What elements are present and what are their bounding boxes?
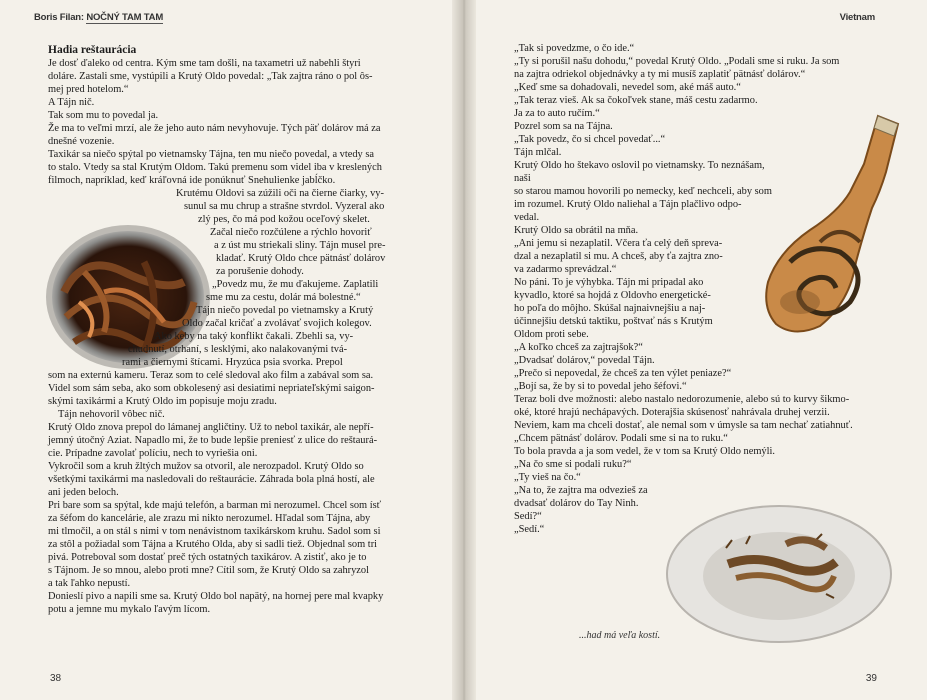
body-line: dvadsať dolárov do Tay Ninh. <box>514 498 639 509</box>
body-line: so starou mamou hovorili po nemecky, keď nechceli, aby som <box>514 186 772 197</box>
right-body-text <box>514 42 874 536</box>
body-line: „Tak si povedzme, o čo ide.“ <box>514 43 635 54</box>
body-line: Začal niečo rozčúlene a rýchlo hovoriť <box>210 227 372 238</box>
body-line: Teraz boli dve možnosti: alebo nastalo nedorozumenie, alebo sú to kurvy šikmo- <box>514 394 850 405</box>
body-line: Krutý Oldo sa obrátil na mňa. <box>514 225 639 236</box>
body-line: Krutý Oldo znova prepol do lámanej angličtiny. Už to nebol taxikár, ale nepří- <box>48 422 374 433</box>
body-line: „Keď sme sa dohadovali, nevedel som, aké máš auto.“ <box>514 82 741 93</box>
body-line: Pri bare som sa spýtal, kde majú telefón, a barman mi nerozumel. Chcel som ísť <box>48 500 382 511</box>
body-line: Tájn niečo povedal po vietnamsky a Krutý <box>196 305 374 316</box>
body-line: „Dvadsať dolárov,“ povedal Tájn. <box>514 355 655 366</box>
body-line: va zadarmo sprevádzal.“ <box>514 264 617 275</box>
body-line: jemný útočný Aziat. Napadlo mi, že to bude lepšie preniesť z ulice do reštaurá- <box>48 435 378 446</box>
body-line: som na externú kameru. Teraz som to celé sledoval ako film a zabával som sa. <box>48 370 374 381</box>
body-line: „Na to, že zajtra ma odvezieš za <box>514 485 648 496</box>
body-line: Ja za to auto ručím.“ <box>514 108 600 119</box>
body-line: dnešné vozenie. <box>48 136 115 147</box>
body-line: „A koľko chceš za zajtrajšok?“ <box>514 342 643 353</box>
body-line: Neviem, kam ma chceli dostať, ale nemal som v úmysle sa tam nechať zatiahnuť. <box>514 420 853 431</box>
body-line: „Ani jemu si nezaplatil. Včera ťa celý deň spreva- <box>514 238 723 249</box>
body-line: s Tájnom. Je so mnou, alebo proti mne? Cítil som, že Krutý Oldo sa zahryzol <box>48 565 369 576</box>
body-line: kyvadlo, ktoré sa hojdá z Oldovho energetické- <box>514 290 711 301</box>
body-line: za stôl a požiadal som Tájna a Krutého Olda, aby si sadli tiež. Objednal som tri <box>48 539 378 550</box>
body-line: filmoch, napríklad, keď kráľovná ide ponúknuť Snehulienke jabĺčko. <box>48 175 336 186</box>
right-page <box>474 0 927 700</box>
body-line: „Tak teraz vieš. Ak sa čokoľvek stane, máš cestu zadarmo. <box>514 95 758 106</box>
body-line: Tájn nehovoril vôbec nič. <box>58 409 165 420</box>
body-line: vedal. <box>514 212 540 223</box>
body-line: všetkými taxikármi ma nasledovali do reštaurácie. Záhrada bola plná hostí, ale <box>48 474 375 485</box>
body-line: sme mu za cestu, dolár má bolestné.“ <box>206 292 361 303</box>
body-line: Krutý Oldo ho štekavo oslovil po vietnamsky. To neznášam, naši <box>514 160 765 184</box>
body-line: „Ty vieš na čo.“ <box>514 472 581 483</box>
body-line: ho poľa do môjho. Skúšal najnaivnejšiu a naj- <box>514 303 706 314</box>
body-line: Tájn mlčal. <box>514 147 562 158</box>
body-line: im rozumel. Krutý Oldo naliehal a Tájn plačlivo odpo- <box>514 199 742 210</box>
left-running-header <box>34 12 163 23</box>
body-line: ani jeden beloch. <box>48 487 119 498</box>
body-line: kladať. Krutý Oldo chce pätnásť dolárov <box>216 253 386 264</box>
body-line: Oldo začal kričať a zvolávať svojich kolegov. <box>182 318 372 329</box>
body-line: rami a čiernymi štícami. Hryzúca psia svorka. Prepol <box>122 357 343 368</box>
body-line: dzal a nezaplatil si mu. A chceš, aby ťa zajtra zno- <box>514 251 723 262</box>
body-line: Je dosť ďaleko od centra. Kým sme tam došli, na taxametri už nabehli štyri <box>48 58 361 69</box>
body-line: To bola pravda a ja som vedel, že v tom sa Krutý Oldo nemýli. <box>514 446 775 457</box>
body-line: za porušenie dohody. <box>216 266 304 277</box>
body-line: pivá. Potreboval som dostať preč tých ostatných taxikárov. A zistiť, ako je to <box>48 552 367 563</box>
body-line: doláre. Zastali sme, vystúpili a Krutý Oldo povedal: „Tak zajtra ráno o pol ôs- <box>48 71 373 82</box>
body-line: potu a jemne mu mykalo ľavým lícom. <box>48 604 211 615</box>
body-line: „Bojí sa, že by si to povedal jeho šéfovi.“ <box>514 381 687 392</box>
header-book-title: NOČNÝ TAM TAM <box>86 12 164 23</box>
body-line: a tak ľahko nepustí. <box>48 578 131 589</box>
body-line: „Na čo sme si podali ruku?“ <box>514 459 632 470</box>
left-page <box>0 0 456 700</box>
body-line: Že ma to veľmi mrzí, ale že jeho auto nám nevyhovuje. Tých päť dolárov má za <box>48 123 381 134</box>
page-number-left: 38 <box>50 673 62 684</box>
header-author: Boris Filan: <box>34 12 84 23</box>
body-line: „Chcem pätnásť dolárov. Podali sme si na to ruku.“ <box>514 433 728 444</box>
body-line: Vykročil som a kruh žltých mužov sa otvoril, ale nerozpadol. Krutý Oldo so <box>48 461 364 472</box>
body-line: Oldom proti sebe. <box>514 329 589 340</box>
body-line: „Sedí.“ <box>514 524 545 535</box>
body-line: „Prečo si nepovedal, že chceš za ten výlet peniaze?“ <box>514 368 732 379</box>
photo-caption: ...had má veľa kostí. <box>579 630 661 641</box>
body-line: zlý pes, čo má pod kožou oceľový skelet. <box>198 214 370 225</box>
body-line: mej pred hotelom.“ <box>48 84 129 95</box>
body-line: to stalo. Vtedy sa stal Krutým Oldom. Takú premenu som videl iba v kreslených <box>48 162 382 173</box>
body-line: „Tak povedz, čo si chcel povedať...“ <box>514 134 666 145</box>
section-title: Hadia reštaurácia <box>48 44 137 56</box>
body-line: chudnutí, otrhaní, s lesklými, ako nalakovanými tvá- <box>128 344 348 355</box>
body-line: na zajtra odriekol objednávky a ty mi musíš zaplatiť pätnásť dolárov.“ <box>514 69 806 80</box>
body-line: „Ty si porušil našu dohodu,“ povedal Krutý Oldo. „Podali sme si ruku. Ja som <box>514 56 840 67</box>
body-line: A Tájn nič. <box>48 97 95 108</box>
body-line: mi tlmočil, a on stál s nimi v tom nenávistnom taxikárskom kruhu. Sadol som si <box>48 526 381 537</box>
body-line: a z úst mu striekali sliny. Tájn musel pre- <box>214 240 386 251</box>
body-line: Pozrel som sa na Tájna. <box>514 121 613 132</box>
body-line: „Povedz mu, že mu ďakujeme. Zaplatili <box>212 279 379 290</box>
body-line: Ako keby na taký konflikt čakali. Zbehli sa, vy- <box>154 331 354 342</box>
body-line: cie. Prípadne zavolať políciu, nech to vyriešia oni. <box>48 448 258 459</box>
body-line: skými taxikármi a Krutý Oldo im popisuje moju zradu. <box>48 396 277 407</box>
body-line: Sedí?“ <box>514 511 542 522</box>
body-line: sunul sa mu chrup a strašne stvrdol. Vyzeral ako <box>184 201 385 212</box>
body-line: Videl som sám seba, ako som obkolesený asi desiatimi nepriateľskými saigon- <box>48 383 375 394</box>
body-line: Taxikár sa niečo spýtal po vietnamsky Tájna, ten mu niečo povedal, a vtedy sa <box>48 149 375 160</box>
body-line: No páni. To je výhybka. Tájn mi pripadal ako <box>514 277 704 288</box>
page-number-right: 39 <box>865 673 877 684</box>
body-line: Krutému Oldovi sa zúžili oči na čierne čiarky, vy- <box>176 188 384 199</box>
body-line: Tak som mu to povedal ja. <box>48 110 159 121</box>
right-running-header: Vietnam <box>839 12 875 23</box>
body-line: účinnejšiu detskú taktiku, poštvať nás s Krutým <box>514 316 713 327</box>
left-body-text <box>48 44 408 616</box>
body-line: oké, ktoré hrajú nechápavých. Doterajšia skúsenosť nahrávala druhej verzii. <box>514 407 830 418</box>
body-line: za šéfom do kancelárie, ale zrazu mi nikto nerozumel. Hľadal som Tájna, aby <box>48 513 371 524</box>
body-line: Donieslí pivo a napili sme sa. Krutý Oldo bol napätý, na hornej pere mal kvapky <box>48 591 384 602</box>
